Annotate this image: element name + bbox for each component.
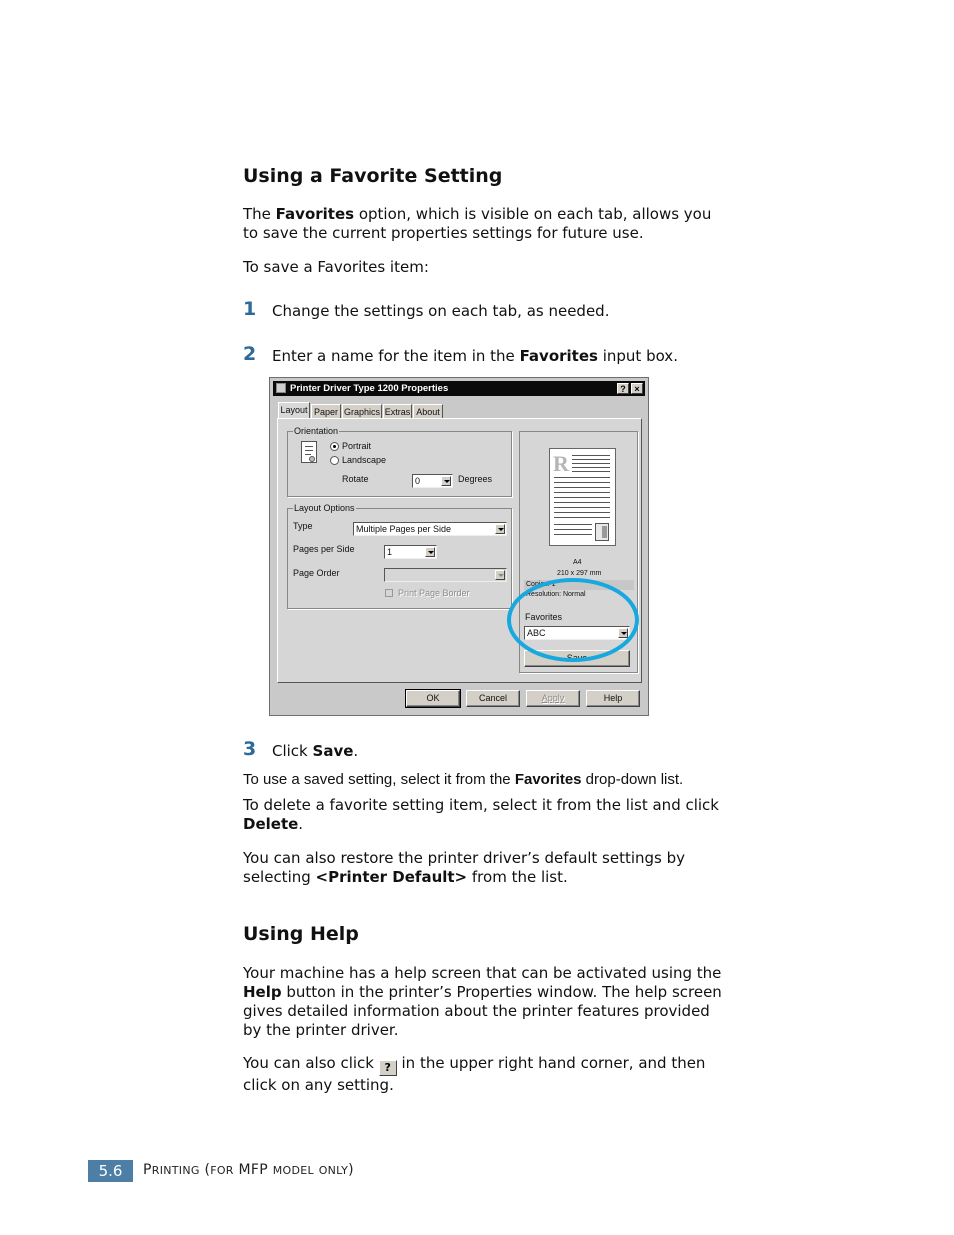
- page-order-label: Page Order: [293, 568, 340, 578]
- page-number: 5.6: [88, 1160, 133, 1182]
- paper-size-dims: 210 x 297 mm: [557, 570, 602, 577]
- chapter-footer: PRINTING (FOR MFP MODEL ONLY): [143, 1162, 354, 1178]
- resolution-info: Resolution: Normal: [524, 590, 634, 600]
- rotate-label: Rotate: [342, 474, 369, 484]
- favorites-input[interactable]: ABC: [524, 626, 630, 640]
- landscape-label: Landscape: [342, 455, 387, 465]
- chevron-down-icon: [441, 476, 451, 486]
- portrait-page-icon: [301, 441, 317, 463]
- favorites-save-button[interactable]: Save: [524, 650, 630, 667]
- preview-glyph: R: [553, 451, 569, 476]
- chevron-down-icon: [495, 524, 505, 534]
- layout-options-label: Layout Options: [294, 503, 355, 513]
- layout-options-group: [287, 503, 512, 609]
- use-saved-setting-text: To use a saved setting, select it from the Favorites drop-down list.: [243, 771, 684, 788]
- rotate-select[interactable]: 0: [412, 474, 453, 488]
- chevron-down-icon: [425, 547, 435, 557]
- tab-extras[interactable]: Extras: [383, 404, 412, 418]
- print-page-border-checkbox[interactable]: [385, 589, 393, 597]
- help-icon-paragraph: You can also click ? in the upper right hand corner, and then click on any setting.: [243, 1054, 706, 1094]
- tab-about[interactable]: About: [413, 404, 443, 418]
- print-page-border-label: Print Page Border: [398, 588, 470, 598]
- portrait-radio[interactable]: [330, 442, 339, 451]
- portrait-label: Portrait: [342, 441, 372, 451]
- tab-layout[interactable]: Layout: [278, 402, 310, 419]
- help-question-button[interactable]: ?: [617, 383, 629, 394]
- tab-paper[interactable]: Paper: [311, 404, 341, 418]
- copies-info: Copies: 1: [524, 580, 634, 590]
- help-button[interactable]: Help: [586, 690, 640, 707]
- pages-per-side-label: Pages per Side: [293, 544, 355, 554]
- section-heading-help: Using Help: [243, 923, 359, 945]
- page-order-select[interactable]: [384, 568, 507, 582]
- step-number: 2: [243, 343, 257, 365]
- step-number: 3: [243, 738, 257, 760]
- pages-per-side-select[interactable]: 1: [384, 545, 437, 559]
- paper-size-name: A4: [573, 559, 582, 566]
- help-paragraph: Your machine has a help screen that can be activated using the Help button in the printer’s Properties window. The help screen gives detailed information about the printer features provided by the printer driver.: [243, 964, 722, 1039]
- favorites-label: Favorites: [525, 612, 563, 622]
- delete-favorite-text: To delete a favorite setting item, select it from the list and click Delete.: [243, 796, 719, 833]
- apply-button[interactable]: Apply: [526, 690, 580, 707]
- landscape-radio[interactable]: [330, 456, 339, 465]
- tab-graphics[interactable]: Graphics: [342, 404, 382, 418]
- orientation-label: Orientation: [294, 426, 339, 436]
- dialog-title: Printer Driver Type 1200 Properties: [290, 383, 449, 394]
- favorites-intro: The Favorites option, which is visible on each tab, allows you to save the current properties settings for future use.: [243, 205, 712, 242]
- close-button[interactable]: ×: [631, 383, 643, 394]
- page-preview: [549, 448, 616, 546]
- step-text: Click Save.: [272, 742, 359, 760]
- printer-icon: [276, 383, 286, 393]
- cancel-button[interactable]: Cancel: [466, 690, 520, 707]
- ok-button[interactable]: OK: [406, 690, 460, 707]
- question-mark-icon: ?: [379, 1060, 397, 1076]
- section-heading-favorites: Using a Favorite Setting: [243, 165, 503, 187]
- to-save-text: To save a Favorites item:: [243, 258, 429, 276]
- orientation-group: [287, 426, 512, 497]
- step-number: 1: [243, 298, 257, 320]
- type-label: Type: [293, 521, 313, 531]
- step-text: Enter a name for the item in the Favorites input box.: [272, 347, 678, 365]
- type-select[interactable]: Multiple Pages per Side: [353, 522, 507, 536]
- favorites-highlight-circle: [500, 570, 650, 670]
- step-text: Change the settings on each tab, as needed.: [272, 302, 610, 320]
- dialog-titlebar: [273, 381, 645, 396]
- restore-default-text: You can also restore the printer driver’s default settings by selecting <Printer Default> from the list.: [243, 849, 686, 886]
- degrees-label: Degrees: [458, 474, 493, 484]
